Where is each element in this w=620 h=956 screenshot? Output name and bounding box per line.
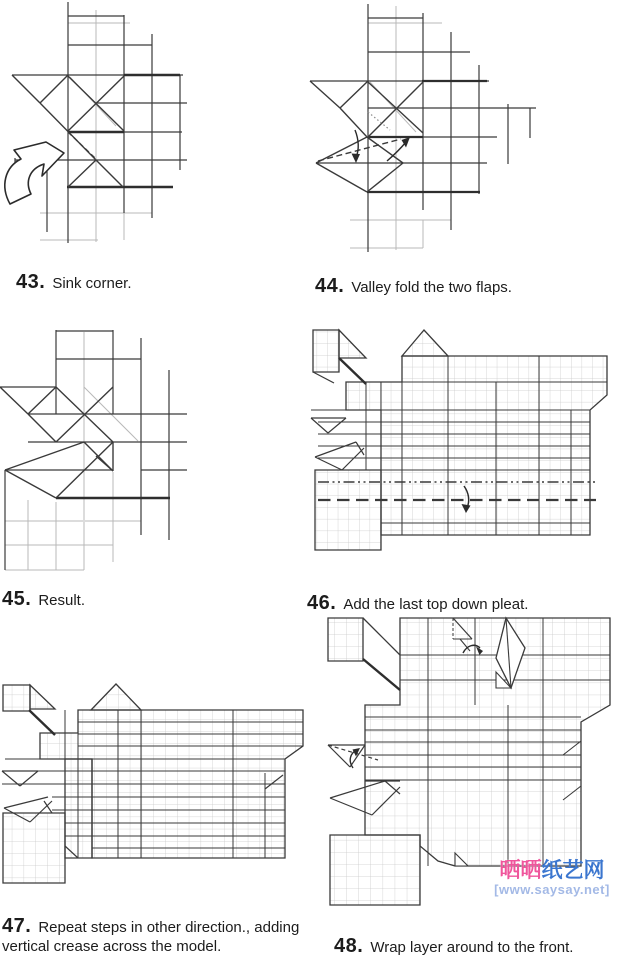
paper-body bbox=[313, 330, 607, 550]
step-number: 46. bbox=[307, 592, 337, 614]
step-47-caption bbox=[2, 917, 324, 956]
step-48-caption bbox=[334, 937, 614, 956]
step-number: 45. bbox=[2, 588, 32, 610]
watermark bbox=[486, 859, 618, 896]
edge-line-bold bbox=[339, 358, 366, 384]
crease-lines-dark bbox=[310, 4, 536, 252]
crease-lines-light bbox=[350, 6, 451, 250]
step-45-caption bbox=[2, 590, 262, 610]
step-number: 44. bbox=[315, 275, 345, 297]
wrap-arrow-left-icon bbox=[350, 748, 360, 768]
hidden-fold-dotted-line bbox=[368, 112, 390, 130]
step-44-caption bbox=[315, 277, 605, 297]
step-number: 47. bbox=[2, 915, 32, 937]
step-47-diagram bbox=[0, 658, 312, 904]
watermark-site-name bbox=[486, 859, 618, 883]
valley-fold-arrow-down-icon bbox=[352, 130, 361, 163]
watermark-url: [www.saysay.net] bbox=[494, 882, 610, 897]
watermark-site-name-rest: 纸艺网 bbox=[541, 859, 605, 882]
edge-line-bold bbox=[363, 659, 400, 690]
step-number: 43. bbox=[16, 271, 46, 293]
crease-lines-light bbox=[5, 332, 141, 570]
crease-lines-dark bbox=[12, 2, 187, 243]
valley-fold-arrow-up-icon bbox=[387, 137, 410, 161]
step-45-diagram bbox=[0, 330, 196, 576]
step-text: Repeat steps in other direction., adding vertical crease across the model. bbox=[2, 919, 300, 955]
step-text: Result. bbox=[38, 592, 85, 609]
step-43-caption bbox=[16, 273, 296, 293]
step-number: 48. bbox=[334, 935, 364, 956]
edge-line-bold bbox=[29, 710, 55, 735]
step-43-diagram bbox=[0, 0, 200, 256]
sink-arrow-icon bbox=[5, 142, 64, 204]
step-text: Wrap layer around to the front. bbox=[370, 939, 574, 956]
step-text: Sink corner. bbox=[52, 275, 132, 292]
step-46-diagram bbox=[306, 320, 618, 562]
valley-fold-dashed-line bbox=[318, 139, 401, 161]
step-text: Valley fold the two flaps. bbox=[351, 279, 512, 296]
step-text: Add the last top down pleat. bbox=[343, 596, 529, 613]
corner-flap-line bbox=[363, 618, 400, 655]
step-44-diagram bbox=[306, 4, 610, 260]
watermark-site-name-highlight: 晒晒 bbox=[499, 859, 542, 882]
